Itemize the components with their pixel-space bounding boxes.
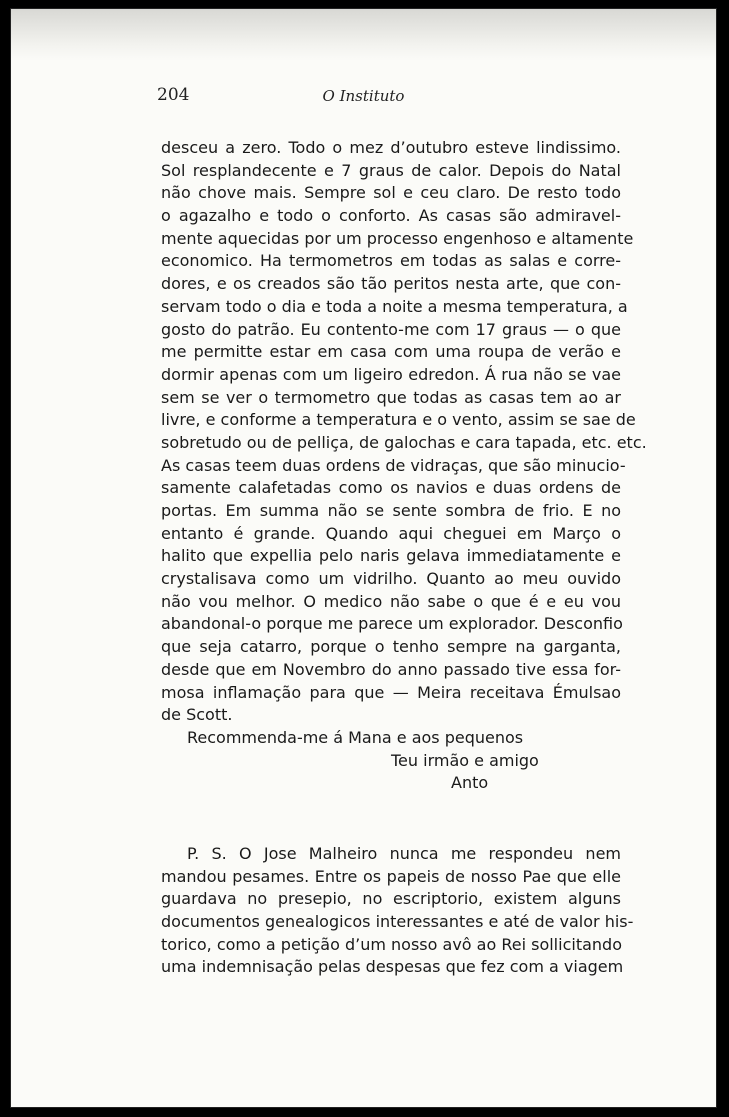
text-line: mosa inflamação para que — Meira receitava Émulsao: [161, 682, 621, 702]
text-line: gosto do patrão. Eu contento-me com 17 graus — o que: [161, 319, 621, 339]
text-line: portas. Em summa não se sente sombra de frio. E no: [161, 501, 621, 520]
text-line: dormir apenas com um ligeiro edredon. Á rua não se vae: [161, 364, 621, 384]
book-page: [10, 8, 717, 1108]
text-line: abandonal-o porque me parece um explorador. Desconfio: [161, 614, 623, 634]
text-line: desceu a zero. Todo o mez d’outubro esteve lindissimo.: [161, 138, 621, 157]
section-gap: [161, 795, 621, 843]
postscript-line: torico, como a petição d’um nosso avô ao Rei sollicitando: [161, 934, 622, 954]
text-line: sem se ver o termometro que todas as casas tem ao ar: [161, 387, 621, 407]
text-line: de Scott.: [161, 705, 233, 725]
signature: Anto: [451, 773, 489, 793]
page-number: 204: [157, 85, 190, 105]
postscript-line: uma indemnisação pelas despesas que fez com a viagem: [161, 957, 624, 977]
text-line: crystalisava como um vidrilho. Quanto ao meu ouvido: [161, 569, 621, 589]
text-line: desde que em Novembro do anno passado tive essa for-: [161, 659, 621, 679]
text-line: samente calafetadas como os navios e duas ordens de: [161, 478, 621, 498]
text-line: servam todo o dia e toda a noite a mesma temperatura, a: [161, 296, 628, 316]
letter-body: [161, 137, 647, 979]
text-line: não chove mais. Sempre sol e ceu claro. De resto todo: [161, 183, 621, 203]
scan-margin: [11, 9, 716, 61]
text-line: economico. Ha termometros em todas as salas e corre-: [161, 251, 621, 271]
postscript-line: P. S. O Jose Malheiro nunca me respondeu nem: [187, 843, 621, 863]
text-line: entanto é grande. Quando aqui cheguei em Março o: [161, 523, 621, 543]
text-line: o agazalho e todo o conforto. As casas são admiravel-: [161, 206, 621, 226]
closing-line: Recommenda-me á Mana e aos pequenos: [187, 727, 524, 747]
text-line: halito que expellia pelo naris gelava immediatamente e: [161, 546, 621, 566]
postscript-line: documentos genealogicos interessantes e até de valor his-: [161, 912, 634, 931]
text-line: dores, e os creados são tão peritos nesta arte, que con-: [161, 274, 621, 294]
text-line: Sol resplandecente e 7 graus de calor. Depois do Natal: [161, 160, 621, 180]
text-line: mente aquecidas por um processo engenhoso e altamente: [161, 228, 634, 248]
text-line: não vou melhor. O medico não sabe o que é e eu vou: [161, 591, 621, 611]
postscript-line: mandou pesames. Entre os papeis de nosso Pae que elle: [161, 866, 621, 886]
signoff: Teu irmão e amigo: [391, 750, 539, 770]
page-header: [11, 85, 716, 109]
text-line: As casas teem duas ordens de vidraças, que são minucio-: [161, 455, 626, 475]
text-line: me permitte estar em casa com uma roupa de verão e: [161, 342, 621, 362]
running-title: O Instituto: [322, 87, 405, 105]
text-line: sobretudo ou de pelliça, de galochas e cara tapada, etc. etc.: [161, 432, 647, 452]
text-line: livre, e conforme a temperatura e o vento, assim se sae de: [161, 410, 636, 430]
postscript-line: guardava no presepio, no escriptorio, existem alguns: [161, 889, 621, 909]
text-line: que seja catarro, porque o tenho sempre na garganta,: [161, 637, 621, 657]
